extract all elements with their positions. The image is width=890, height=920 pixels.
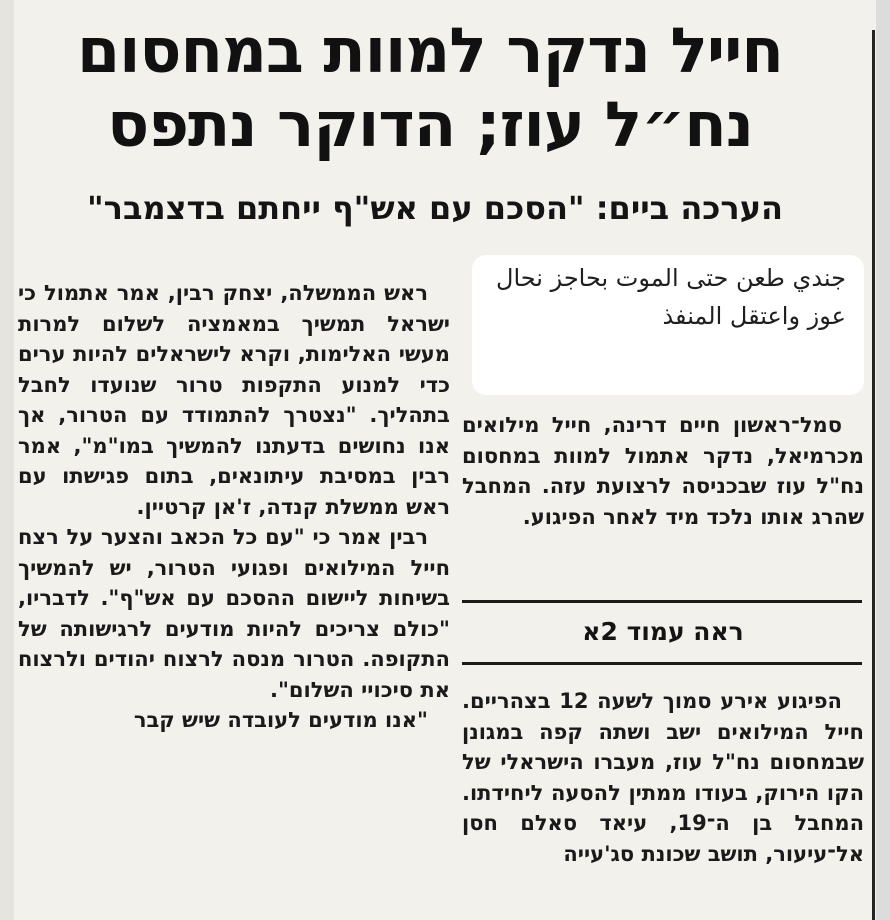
paragraph: רבין אמר כי "עם כל הכאב והצער על רצח חייל המילואים ופגועי הטרור, יש להמשיך בשיחות ליישום ההסכם עם אש"ף". לדבריו, "כולם צריכים להיות מודעים לרגישותה של התקופה. הטרור מנסה לרצוח יהודים ולרצוח את סיכויי השלום". (18, 525, 450, 702)
translation-overlay (472, 255, 864, 395)
article-right-column (462, 686, 864, 920)
see-page-reference: ראה עמוד 2א (582, 617, 744, 646)
paragraph: סמל־ראשון חיים דרינה, חייל מילואים מכרמיאל, נדקר אתמול למוות במחסום נח"ל עוז שבכניסה לרצועת עזה. המחבל שהרג אותו נלכד מיד לאחר הפיגוע. (462, 413, 864, 529)
subheadline: הערכה ביים: "הסכם עם אש"ף ייחתם בדצמבר" (87, 189, 783, 227)
section-rule (462, 662, 862, 665)
column-divider (872, 30, 875, 920)
paragraph: ראש הממשלה, יצחק רבין, אמר אתמול כי ישראל תמשיך במאמציה לשלום למרות מעשי האלימות, וקרא לישראלים להיות ערים כדי למנוע התקפות טרור שנועדו לחבל בתהליך. "נצטרך להתמודד עם הטרור, אך אנו נחושים בדעתנו להמשיך במו"מ", אמר רבין במסיבת עיתונאים, בתום פגישתו עם ראש ממשלת קנדה, ז'אן קרטיין. (18, 281, 450, 519)
paragraph: "אנו מודעים לעובדה שיש קבר (133, 708, 428, 732)
paragraph: הפיגוע אירע סמוך לשעה 12 בצהריים. חייל המילואים ישב ושתה קפה במגונן שבמחסום נח"ל עוז, מעברו הישראלי של הקו הירוק, בעודו ממתין להסעה ליחידתו. המחבל בן ה־19, עיאד סאלם חסן אל־עיעור, תושב שכונת סג'עייה (462, 689, 864, 866)
translation-text: جندي طعن حتى الموت بحاجز نحال عوز واعتقل المنفذ (496, 264, 846, 330)
headline-line-1: חייל נדקר למוות במחסום (76, 14, 784, 87)
scan-edge (0, 0, 14, 920)
headline-line-2: נח״ל עוז; הדוקר נתפס (107, 88, 753, 161)
scan-edge-right (876, 0, 890, 920)
article-left-column (18, 278, 450, 920)
article-lead-column (462, 410, 864, 532)
section-rule (462, 600, 862, 603)
